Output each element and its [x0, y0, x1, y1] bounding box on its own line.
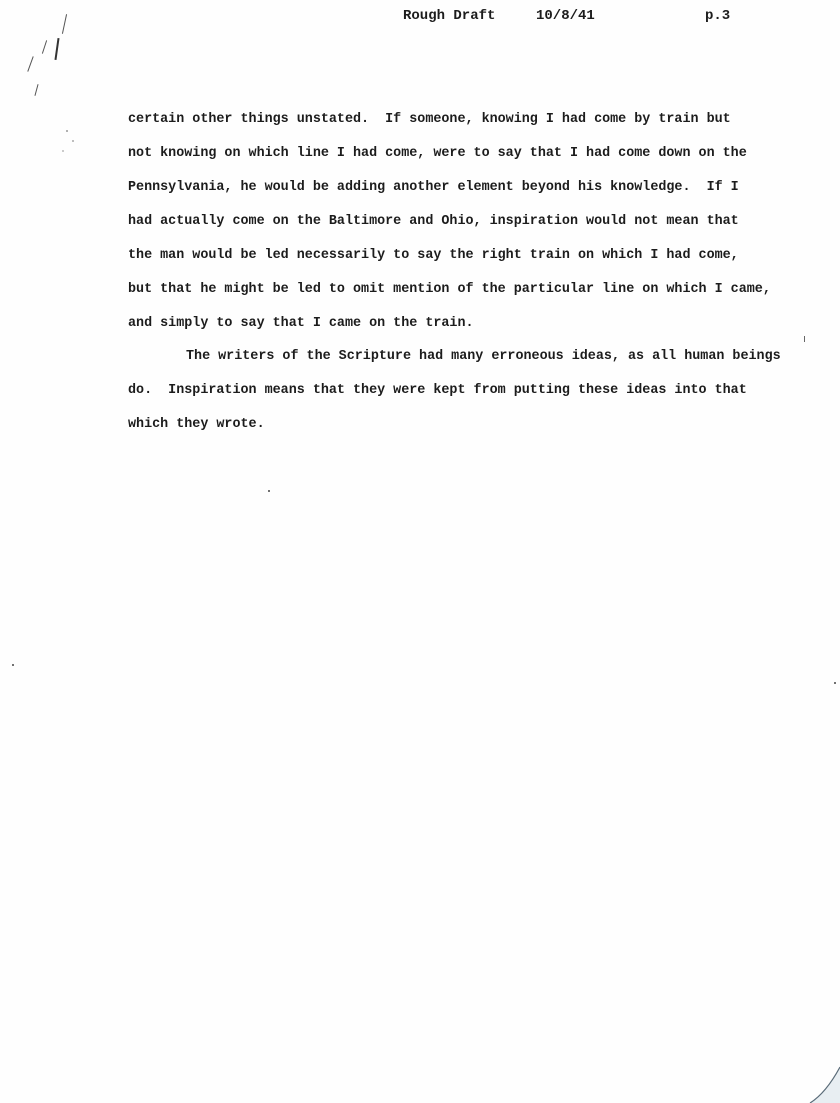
- draft-date: 10/8/41: [536, 8, 595, 24]
- text-line: but that he might be led to omit mention of the particular line on which I came,: [128, 282, 771, 297]
- text-line: certain other things unstated. If someone, knowing I had come by train but: [128, 112, 731, 127]
- page-number: p.3: [705, 8, 731, 24]
- text-line: the man would be led necessarily to say the right train on which I had come,: [128, 248, 739, 263]
- text-line: had actually come on the Baltimore and Ohio, inspiration would not mean that: [128, 214, 739, 229]
- text-line: The writers of the Scripture had many erroneous ideas, as all human beings: [186, 349, 781, 364]
- text-line: and simply to say that I came on the train.: [128, 316, 474, 331]
- text-line: which they wrote.: [128, 417, 265, 432]
- draft-label: Rough Draft: [403, 8, 496, 24]
- text-line: do. Inspiration means that they were kept from putting these ideas into that: [128, 383, 747, 398]
- text-line: Pennsylvania, he would be adding another element beyond his knowledge. If I: [128, 180, 739, 195]
- page-header: [0, 8, 840, 32]
- page-corner-curl: [770, 1063, 840, 1103]
- text-line: not knowing on which line I had come, were to say that I had come down on the: [128, 146, 747, 161]
